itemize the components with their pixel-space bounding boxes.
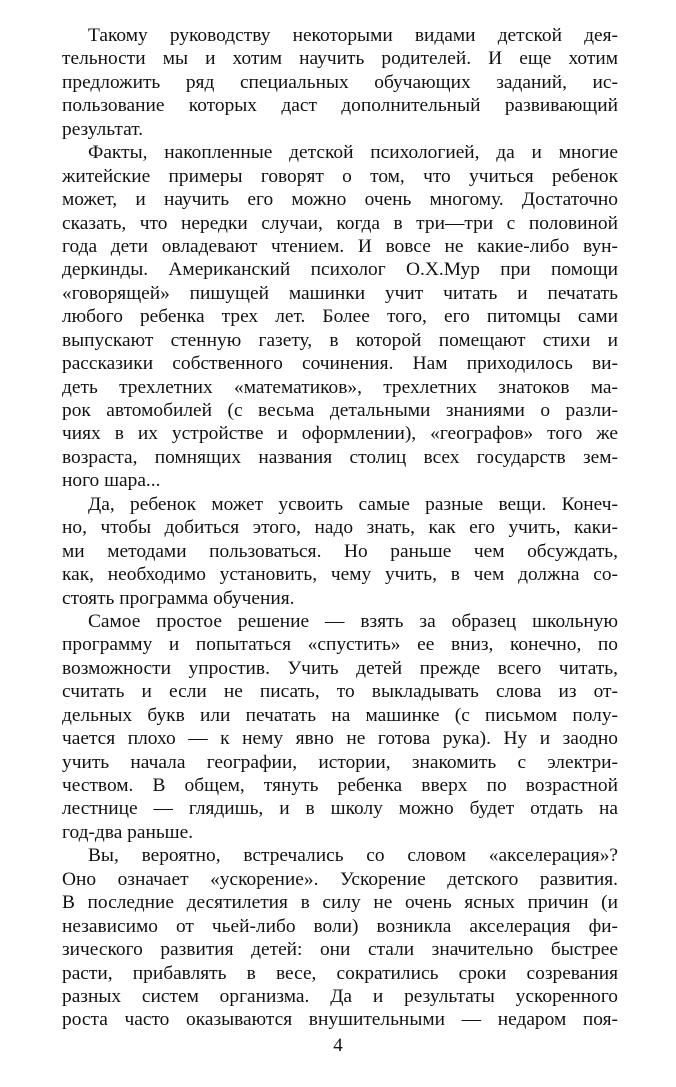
paragraph xyxy=(62,24,618,141)
paragraph xyxy=(62,493,618,610)
text-line: года дети овладевают чтением. И вовсе не какие-либо вун- xyxy=(62,235,618,257)
text-line: Оно означает «ускорение». Ускорение детского развития. xyxy=(62,868,618,890)
text-line: но, чтобы добиться этого, надо знать, как его учить, каки- xyxy=(62,517,618,539)
text-line: Да, ребенок может усвоить самые разные вещи. Конеч- xyxy=(88,493,618,515)
text-line: чеством. В общем, тянуть ребенка вверх по возрастной xyxy=(62,775,618,796)
text-line: В последние десятилетия в силу не очень ясных причин (и xyxy=(62,892,618,914)
paragraph xyxy=(62,141,618,493)
text-line: предложить ряд специальных обучающих заданий, ис- xyxy=(62,71,618,93)
text-line: чиях в их устройстве и оформлении), «географов» того же xyxy=(62,423,618,445)
text-line: рок автомобилей (с весьма детальными знаниями о разли- xyxy=(62,400,618,421)
text-line: программу и попытаться «спустить» ее вниз, конечно, по xyxy=(62,634,618,656)
text-line: считать и если не писать, то выкладывать слова из от- xyxy=(62,681,618,703)
text-line: разных систем организма. Да и результаты ускоренного xyxy=(62,985,618,1007)
text-line: Самое простое решение — взять за образец школьную xyxy=(88,610,618,632)
text-line: возможности упростив. Учить детей прежде всего читать, xyxy=(62,657,618,679)
text-line: житейские примеры говорят о том, что учиться ребенок xyxy=(62,165,618,187)
text-line: пользование которых даст дополнительный развивающий xyxy=(62,95,618,117)
text-line: учить начала географии, истории, знакомить с электри- xyxy=(62,751,618,773)
text-line: лестнице — глядишь, и в школу можно будет отдать на xyxy=(62,798,618,820)
text-line: «говорящей» пишущей машинки учит читать и печатать xyxy=(62,282,618,304)
text-line: ми методами пользоваться. Но раньше чем обсуждать, xyxy=(62,540,618,562)
text-line: стоять программа обучения. xyxy=(62,587,295,609)
text-line: как, необходимо установить, чему учить, в чем должна со- xyxy=(62,564,618,586)
text-line: год-два раньше. xyxy=(62,821,194,843)
text-line: рассказики собственного сочинения. Нам приходилось ви- xyxy=(62,353,618,375)
text-line: независимо от чьей-либо воли) возникла акселерация фи- xyxy=(62,915,618,937)
page-number: 4 xyxy=(333,1035,343,1056)
text-line: роста часто оказываются внушительными — недаром поя- xyxy=(62,1009,618,1031)
text-line: дельных букв или печатать на машинке (с письмом полу- xyxy=(62,704,618,726)
text-line: Такому руководству некоторыми видами детской дея- xyxy=(88,25,618,46)
text-line: расти, прибавлять в весе, сократились сроки созревания xyxy=(62,962,618,984)
text-line: выпускают стенную газету, в которой помещают стихи и xyxy=(62,329,618,351)
text-line: Вы, вероятно, встречались со словом «акселерация»? xyxy=(88,845,618,867)
text-line: возраста, помнящих названия столиц всех государств зем- xyxy=(62,446,618,468)
text-line: чается плохо — к нему явно не готова рука). Ну и заодно xyxy=(62,728,618,750)
page-text xyxy=(62,24,618,1032)
text-line: ного шара... xyxy=(62,470,161,492)
text-line: тельности мы и хотим научить родителей. И еще хотим xyxy=(62,48,618,70)
text-line: деть трехлетних «математиков», трехлетних знатоков ма- xyxy=(62,376,618,398)
text-line: сказать, что нередки случаи, когда в три—три с половиной xyxy=(62,212,618,234)
text-line: результат. xyxy=(62,118,144,140)
paragraph xyxy=(62,844,618,1032)
paragraph xyxy=(62,610,618,844)
text-line: может, и научить его можно очень многому. Достаточно xyxy=(62,189,618,211)
text-line: Факты, накопленные детской психологией, да и многие xyxy=(88,142,618,164)
text-line: деркинды. Американский психолог О.Х.Мур при помощи xyxy=(62,259,618,281)
text-line: зического развития детей: они стали значительно быстрее xyxy=(62,939,618,961)
text-line: любого ребенка трех лет. Более того, его питомцы сами xyxy=(62,306,618,328)
